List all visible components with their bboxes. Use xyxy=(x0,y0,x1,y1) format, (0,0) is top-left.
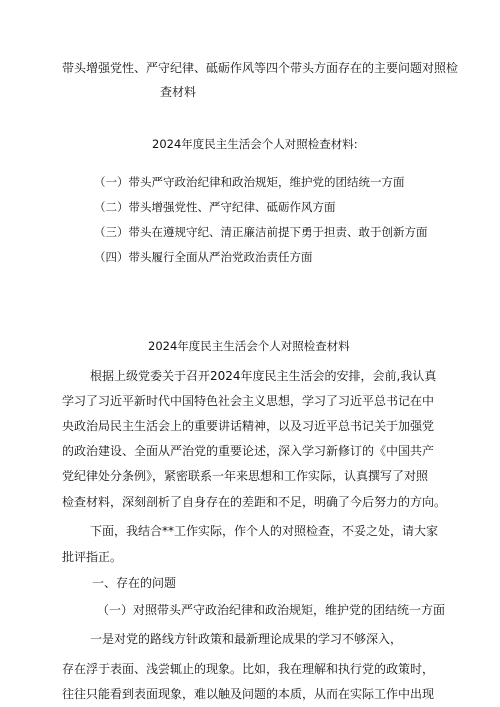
para1-line-6: 检查材料，深刻剖析了自身存在的差距和不足，明确了今后努力的方向。 xyxy=(62,495,447,509)
document-title-line-2: 查材料 xyxy=(160,85,197,99)
subsection-heading: （一）对照带头严守政治纪律和政治规矩，维护党的团结统一方面 xyxy=(97,603,446,617)
para2-line-2: 批评指正。 xyxy=(62,550,123,564)
toc-item-2: （二）带头增强党性、严守纪律、砥砺作风方面 xyxy=(94,200,336,214)
para3-line-3: 往往只能看到表面现象，难以触及问题的本质，从而在实际工作中出现 xyxy=(62,687,435,701)
toc-item-4: （四）带头履行全面从严治党政治责任方面 xyxy=(94,250,313,264)
section-heading: 一、存在的问题 xyxy=(92,576,177,590)
para3-line-1: 一是对党的路线方针政策和最新理论成果的学习不够深入， xyxy=(90,632,403,646)
document-title-line-1: 带头增强党性、严守纪律、砥砺作风等四个带头方面存在的主要问题对照检 xyxy=(62,61,459,75)
para1-line-1: 根据上级党委关于召开2024年度民主生活会的安排，会前,我认真 xyxy=(90,369,437,383)
para1-line-4: 的政治建设、全面从严治党的重要论述，深入学习新修订的《中国共产 xyxy=(62,444,435,458)
toc-item-1: （一）带头严守政治纪律和政治规矩，维护党的团结统一方面 xyxy=(94,175,405,189)
para1-line-5: 党纪律处分条例》，紧密联系一年来思想和工作实际，认真撰写了对照 xyxy=(62,469,429,483)
para3-line-2: 存在浮于表面、浅尝辄止的现象。比如，我在理解和执行党的政策时， xyxy=(62,662,435,676)
para1-line-3: 央政治局民主生活会上的重要讲话精神，以及习近平总书记关于加强党 xyxy=(62,419,435,433)
body-title: 2024年度民主生活会个人对照检查材料 xyxy=(148,339,350,353)
toc-item-3: （三）带头在遵规守纪、清正廉洁前提下勇于担责、敢于创新方面 xyxy=(94,225,428,239)
document-subtitle: 2024年度民主生活会个人对照检查材料: xyxy=(152,137,358,151)
para2-line-1: 下面，我结合**工作实际，作个人的对照检查，不妥之处，请大家 xyxy=(90,524,439,538)
para1-line-2: 学习了习近平新时代中国特色社会主义思想，学习了习近平总书记在中 xyxy=(62,394,435,408)
